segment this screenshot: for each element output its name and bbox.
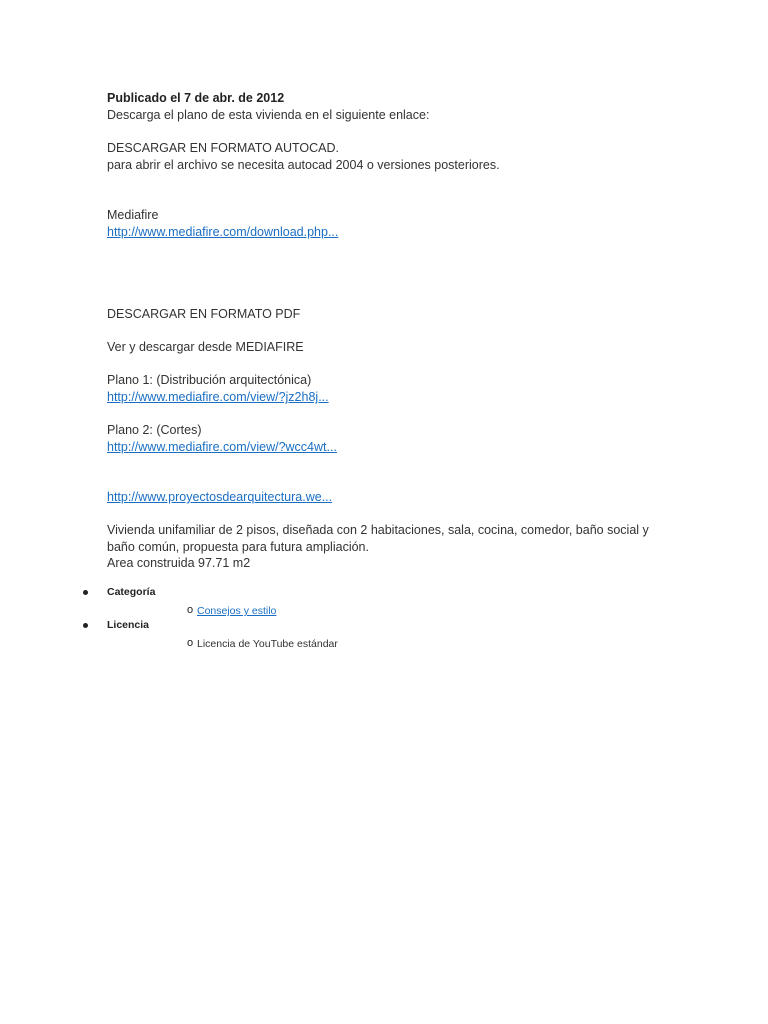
sub-bullet-marker: o xyxy=(187,637,194,649)
published-date: Publicado el 7 de abr. de 2012 xyxy=(107,91,285,105)
category-label: Categoría xyxy=(107,586,156,598)
sub-bullet-marker: o xyxy=(187,604,194,616)
intro-text: Descarga el plano de esta vivienda en el siguiente enlace: xyxy=(107,108,430,122)
category-item xyxy=(0,584,768,601)
plan1-link[interactable]: http://www.mediafire.com/view/?jz2h8j... xyxy=(107,390,329,404)
video-metadata xyxy=(0,584,768,650)
license-subitem xyxy=(0,634,768,650)
bullet-icon xyxy=(83,623,88,628)
autocad-note: para abrir el archivo se necesita autocad 2004 o versiones posteriores. xyxy=(107,158,500,172)
pdf-intro: Ver y descargar desde MEDIAFIRE xyxy=(107,340,304,354)
house-description: Vivienda unifamiliar de 2 pisos, diseñada con 2 habitaciones, sala, cocina, comedor, baño social y baño común, propuesta para futura ampliación. xyxy=(107,523,649,554)
category-subitem xyxy=(0,601,768,617)
bullet-icon xyxy=(83,590,88,595)
plan2-label: Plano 2: (Cortes) xyxy=(107,423,202,437)
category-link[interactable]: Consejos y estilo xyxy=(197,605,277,617)
license-label: Licencia xyxy=(107,619,150,631)
mediafire-label: Mediafire xyxy=(107,208,159,222)
site-link[interactable]: http://www.proyectosdearquitectura.we... xyxy=(107,490,333,504)
built-area: Area construida 97.71 m2 xyxy=(107,556,251,570)
license-item xyxy=(0,617,768,634)
post-body xyxy=(107,90,667,572)
autocad-heading: DESCARGAR EN FORMATO AUTOCAD. xyxy=(107,141,339,155)
plan1-label: Plano 1: (Distribución arquitectónica) xyxy=(107,373,312,387)
mediafire-download-link[interactable]: http://www.mediafire.com/download.php... xyxy=(107,225,339,239)
pdf-heading: DESCARGAR EN FORMATO PDF xyxy=(107,307,301,321)
plan2-link[interactable]: http://www.mediafire.com/view/?wcc4wt... xyxy=(107,440,337,454)
license-value: Licencia de YouTube estándar xyxy=(197,638,338,650)
